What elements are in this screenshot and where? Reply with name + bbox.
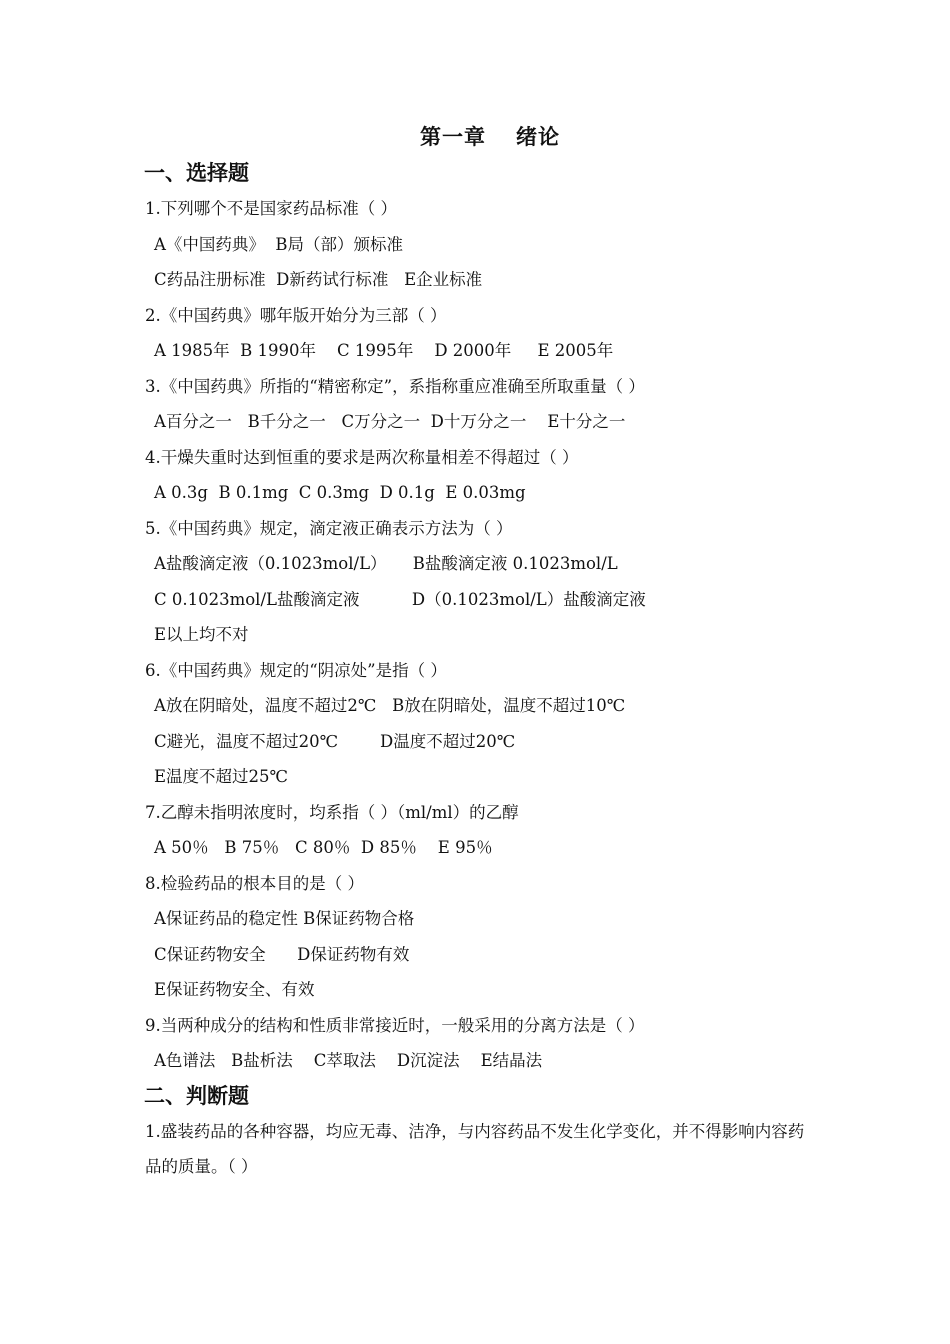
chapter-title [145,118,835,156]
answer-options: A保证药品的稳定性 B保证药物合格 [154,909,415,928]
answer-options: A 0.3g B 0.1mg C 0.3mg D 0.1g E 0.03mg [154,483,526,502]
chapter-name: 绪论 [516,125,560,149]
question-text: 1.下列哪个不是国家药品标准（ ） [145,199,397,218]
question-text: 7.乙醇未指明浓度时，均系指（ ）（ml/ml）的乙醇 [145,802,519,822]
answer-options: C药品注册标准 D新药试行标准 E企业标准 [154,270,483,289]
question-text: 4.干燥失重时达到恒重的要求是两次称量相差不得超过（ ） [145,447,579,467]
question-text: 6.《中国药典》规定的“阴凉处”是指（ ） [145,660,447,680]
section-heading: 二、判断题 [144,1083,249,1108]
answer-options: E温度不超过25℃ [154,767,288,786]
question-text: 5.《中国药典》规定，滴定液正确表示方法为（ ） [145,518,513,538]
answer-options: A百分之一 B千分之一 C万分之一 D十万分之一 E十分之一 [154,412,626,431]
chapter-number: 第一章 [420,125,486,149]
question-text: 1.盛装药品的各种容器，均应无毒、洁净，与内容药品不发生化学变化，并不得影响内容药品的质量。（ ） [145,1121,805,1176]
answer-options: A盐酸滴定液（0.1023mol/L） B盐酸滴定液 0.1023mol/L [154,554,618,573]
question-text: 9.当两种成分的结构和性质非常接近时，一般采用的分离方法是（ ） [145,1015,645,1035]
answer-options: A放在阴暗处，温度不超过2℃ B放在阴暗处，温度不超过10℃ [154,696,626,715]
answer-options: E以上均不对 [154,625,249,644]
answer-options: A色谱法 B盐析法 C萃取法 D沉淀法 E结晶法 [154,1051,543,1070]
section-heading: 一、选择题 [144,161,249,185]
answer-options: A《中国药典》 B局（部）颁标准 [154,234,404,254]
document-body [145,156,835,1185]
answer-options: A 1985年 B 1990年 C 1995年 D 2000年 E 2005年 [154,341,614,360]
answer-options: C避光，温度不超过20℃ D温度不超过20℃ [154,731,516,751]
answer-options: C 0.1023mol/L盐酸滴定液 D（0.1023mol/L）盐酸滴定液 [154,589,646,609]
question-text: 8.检验药品的根本目的是（ ） [145,873,364,893]
question-text: 3.《中国药典》所指的“精密称定”，系指称重应准确至所取重量（ ） [145,376,645,396]
answer-options: E保证药物安全、有效 [154,980,315,999]
question-text: 2.《中国药典》哪年版开始分为三部（ ） [145,305,447,325]
answer-options: C保证药物安全 D保证药物有效 [154,944,410,964]
answer-options: A 50％ B 75％ C 80％ D 85％ E 95％ [154,838,493,857]
document-page [145,118,835,1185]
